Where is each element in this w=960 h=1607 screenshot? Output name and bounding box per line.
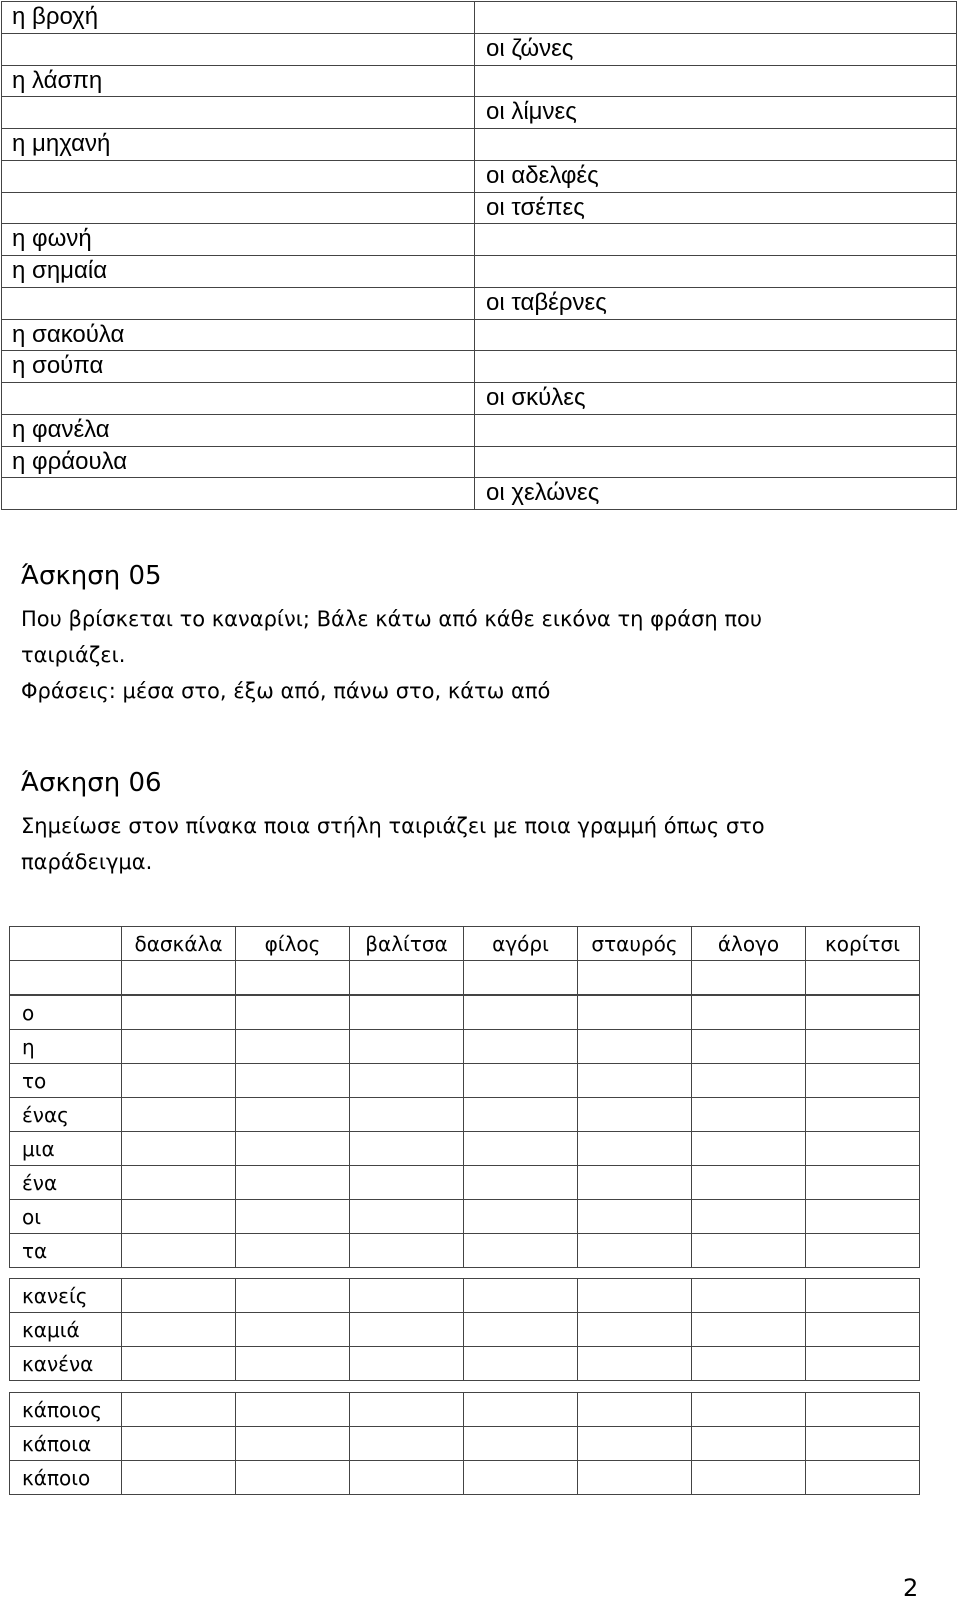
answer-cell[interactable] [236,1132,350,1166]
right-cell-text: οι τσέπες [486,193,585,221]
answer-cell[interactable] [350,1279,464,1313]
answer-cell[interactable] [236,1461,350,1495]
table-row [2,33,957,65]
row-label: ένας [22,1102,69,1127]
answer-cell[interactable] [692,1234,806,1268]
row-label-cell [10,1166,122,1200]
answer-cell[interactable] [122,1461,236,1495]
answer-cell[interactable] [350,1393,464,1427]
table-row [10,1347,920,1381]
answer-cell[interactable] [122,961,236,995]
column-header: δασκάλα [122,927,236,961]
row-label: κανείς [22,1283,88,1308]
answer-cell[interactable] [692,1347,806,1381]
answer-cell[interactable] [692,996,806,1030]
answer-cell[interactable] [350,1200,464,1234]
column-header: κορίτσι [806,927,920,961]
answer-cell[interactable] [236,1427,350,1461]
answer-cell[interactable] [236,1030,350,1064]
table-row [2,319,957,351]
row-label-cell [10,1030,122,1064]
right-cell [475,33,957,65]
table-row [10,1166,920,1200]
right-cell [475,478,957,510]
answer-cell[interactable] [464,1347,578,1381]
page-number: 2 [903,1574,919,1602]
answer-cell[interactable] [350,1030,464,1064]
answer-cell[interactable] [806,1461,920,1495]
row-label: καμιά [22,1317,80,1342]
answer-cell[interactable] [464,1279,578,1313]
answer-cell[interactable] [692,1200,806,1234]
table-row [10,1313,920,1347]
exercise-06-instruction-line1: Σημείωσε στον πίνακα ποια στήλη ταιριάζει με ποια γραμμή όπως στο [21,814,765,838]
row-label-cell [10,1313,122,1347]
table-row [10,927,920,961]
row-label-cell [10,1427,122,1461]
answer-cell[interactable] [806,996,920,1030]
answer-cell[interactable] [122,1166,236,1200]
row-label: η [22,1034,35,1059]
answer-cell[interactable] [350,1132,464,1166]
answer-cell[interactable] [464,1200,578,1234]
left-cell [2,129,475,161]
answer-cell[interactable] [464,1064,578,1098]
table-row [2,129,957,161]
table-row [2,351,957,383]
table-row [10,1030,920,1064]
left-cell [2,478,475,510]
row-label: ένα [22,1170,58,1195]
articles-table [1,1,957,510]
left-cell [2,97,475,129]
answer-cell[interactable] [122,1347,236,1381]
table-row [10,1234,920,1268]
row-label-cell [10,1279,122,1313]
table-row [10,1200,920,1234]
answer-cell[interactable] [350,1313,464,1347]
row-label: οι [22,1204,42,1229]
table-row [10,1393,920,1427]
answer-cell[interactable] [806,961,920,995]
right-cell [475,319,957,351]
matching-grid-group-articles [9,995,920,1268]
answer-cell[interactable] [578,1064,692,1098]
table-row [2,97,957,129]
answer-cell[interactable] [806,1200,920,1234]
answer-cell[interactable] [464,1132,578,1166]
answer-cell[interactable] [578,1234,692,1268]
row-label: τα [22,1238,48,1263]
answer-cell[interactable] [236,1166,350,1200]
answer-cell[interactable] [350,1098,464,1132]
answer-cell[interactable] [464,1098,578,1132]
row-label: κάποια [22,1431,92,1456]
left-cell [2,414,475,446]
answer-cell[interactable] [578,1461,692,1495]
answer-cell[interactable] [692,1313,806,1347]
answer-cell[interactable] [578,1347,692,1381]
left-cell [2,287,475,319]
answer-cell[interactable] [578,1393,692,1427]
answer-cell[interactable] [122,1393,236,1427]
answer-cell[interactable] [350,1347,464,1381]
table-row [10,1461,920,1495]
answer-cell[interactable] [236,1279,350,1313]
exercise-05-instruction-line1: Που βρίσκεται το καναρίνι; Βάλε κάτω από κάθε εικόνα τη φράση που [21,607,763,631]
answer-cell[interactable] [692,1132,806,1166]
right-cell [475,224,957,256]
table-row [10,1427,920,1461]
matching-grid-group-kaneis [9,1278,920,1381]
answer-cell[interactable] [122,996,236,1030]
right-cell [475,351,957,383]
left-cell [2,33,475,65]
answer-cell[interactable] [806,1030,920,1064]
right-cell [475,192,957,224]
table-row [2,192,957,224]
answer-cell[interactable] [464,1393,578,1427]
row-label: κάποιος [22,1397,102,1422]
answer-cell[interactable] [578,996,692,1030]
row-label: μια [22,1136,55,1161]
left-cell-text: η βροχή [12,3,99,30]
answer-cell[interactable] [692,1393,806,1427]
answer-cell[interactable] [806,1098,920,1132]
row-label: κάποιο [22,1465,91,1490]
answer-cell[interactable] [806,1279,920,1313]
answer-cell[interactable] [122,1234,236,1268]
right-cell [475,65,957,97]
answer-cell[interactable] [578,1132,692,1166]
answer-cell[interactable] [122,1279,236,1313]
row-label-cell [10,1064,122,1098]
answer-cell[interactable] [692,1279,806,1313]
answer-cell[interactable] [806,1347,920,1381]
answer-cell[interactable] [236,1313,350,1347]
left-cell-text: η σημαία [12,257,108,284]
table-row [10,1098,920,1132]
left-cell-text: η σούπα [12,352,104,380]
right-cell [475,446,957,478]
answer-cell[interactable] [806,1313,920,1347]
column-header: αγόρι [464,927,578,961]
answer-cell[interactable] [806,1132,920,1166]
answer-cell[interactable] [350,1234,464,1268]
exercise-05-instruction-line2: ταιριάζει. [21,643,126,667]
right-cell-text: οι χελώνες [486,479,600,507]
exercise-05-phrases: Φράσεις: μέσα στο, έξω από, πάνω στο, κάτω από [21,679,551,703]
table-row [2,224,957,256]
row-label: ο [22,1000,35,1025]
answer-cell[interactable] [806,1393,920,1427]
left-cell [2,160,475,192]
exercise-05-title: Άσκηση 05 [21,561,162,591]
answer-cell[interactable] [578,1313,692,1347]
row-label-cell [10,1393,122,1427]
left-cell [2,256,475,288]
answer-cell[interactable] [578,1427,692,1461]
column-header: φίλος [236,927,350,961]
answer-cell[interactable] [350,961,464,995]
answer-cell[interactable] [692,1030,806,1064]
left-cell [2,192,475,224]
column-header: σταυρός [578,927,692,961]
left-cell [2,383,475,415]
answer-cell[interactable] [578,1098,692,1132]
answer-cell[interactable] [236,1234,350,1268]
matching-grid-group-kapoios [9,1392,920,1495]
right-cell [475,97,957,129]
answer-cell[interactable] [464,1461,578,1495]
answer-cell[interactable] [122,1064,236,1098]
answer-cell[interactable] [578,961,692,995]
answer-cell[interactable] [350,1064,464,1098]
row-label: το [22,1068,47,1093]
right-cell [475,414,957,446]
row-label-cell [10,996,122,1030]
column-header: άλογο [692,927,806,961]
right-cell [475,287,957,319]
answer-cell[interactable] [464,1166,578,1200]
answer-cell[interactable] [578,1279,692,1313]
table-row [10,961,920,995]
answer-cell[interactable] [806,1234,920,1268]
answer-cell[interactable] [236,996,350,1030]
row-label-cell [10,961,122,995]
answer-cell[interactable] [692,1461,806,1495]
answer-cell[interactable] [236,961,350,995]
answer-cell[interactable] [692,1427,806,1461]
answer-cell[interactable] [122,1313,236,1347]
table-row [10,996,920,1030]
answer-cell[interactable] [236,1098,350,1132]
left-cell-text: η λάσπη [12,66,103,94]
left-cell-text: η φράουλα [12,447,128,475]
answer-cell[interactable] [236,1200,350,1234]
table-row [2,65,957,97]
right-cell-text: οι ζώνες [486,34,574,62]
left-cell-text: η σακούλα [12,320,125,348]
answer-cell[interactable] [806,1166,920,1200]
answer-cell[interactable] [350,1461,464,1495]
answer-cell[interactable] [122,1132,236,1166]
answer-cell[interactable] [692,1064,806,1098]
matching-grid-header [9,926,920,995]
answer-cell[interactable] [692,1166,806,1200]
answer-cell[interactable] [806,1427,920,1461]
table-row [2,478,957,510]
answer-cell[interactable] [350,1427,464,1461]
table-row [2,2,957,34]
table-row [2,160,957,192]
row-label-cell [10,1132,122,1166]
row-label: κανένα [22,1351,94,1376]
answer-cell[interactable] [578,1166,692,1200]
answer-cell[interactable] [464,961,578,995]
answer-cell[interactable] [464,1427,578,1461]
right-cell-text: οι σκύλες [486,384,586,411]
table-row [2,446,957,478]
answer-cell[interactable] [122,1030,236,1064]
answer-cell[interactable] [236,1347,350,1381]
answer-cell[interactable] [464,1030,578,1064]
row-label-cell [10,1200,122,1234]
row-label-cell [10,1461,122,1495]
right-cell [475,2,957,34]
left-cell-text: η μηχανή [12,130,111,157]
left-cell [2,446,475,478]
right-cell [475,256,957,288]
row-label-cell [10,927,122,961]
left-cell [2,351,475,383]
exercise-06-title: Άσκηση 06 [21,768,162,798]
left-cell [2,65,475,97]
answer-cell[interactable] [578,1200,692,1234]
right-cell-text: οι ταβέρνες [486,288,607,316]
right-cell-text: οι αδελφές [486,161,599,189]
table-row [10,1279,920,1313]
row-label-cell [10,1347,122,1381]
table-row [2,414,957,446]
left-cell [2,319,475,351]
answer-cell[interactable] [350,1166,464,1200]
answer-cell[interactable] [692,961,806,995]
answer-cell[interactable] [806,1064,920,1098]
answer-cell[interactable] [122,1098,236,1132]
answer-cell[interactable] [578,1030,692,1064]
left-cell-text: η φωνή [12,225,92,253]
answer-cell[interactable] [122,1427,236,1461]
right-cell [475,129,957,161]
answer-cell[interactable] [236,1393,350,1427]
right-cell [475,383,957,415]
right-cell-text: οι λίμνες [486,98,577,126]
table-row [10,1064,920,1098]
table-row [2,256,957,288]
exercise-06-instruction-line2: παράδειγμα. [21,850,153,874]
answer-cell[interactable] [464,1313,578,1347]
answer-cell[interactable] [350,996,464,1030]
answer-cell[interactable] [692,1098,806,1132]
left-cell [2,2,475,34]
right-cell [475,160,957,192]
answer-cell[interactable] [464,996,578,1030]
left-cell [2,224,475,256]
table-row [2,287,957,319]
column-header: βαλίτσα [350,927,464,961]
table-row [2,383,957,415]
answer-cell[interactable] [122,1200,236,1234]
row-label-cell [10,1098,122,1132]
table-row [10,1132,920,1166]
row-label-cell [10,1234,122,1268]
left-cell-text: η φανέλα [12,415,110,443]
answer-cell[interactable] [236,1064,350,1098]
answer-cell[interactable] [464,1234,578,1268]
